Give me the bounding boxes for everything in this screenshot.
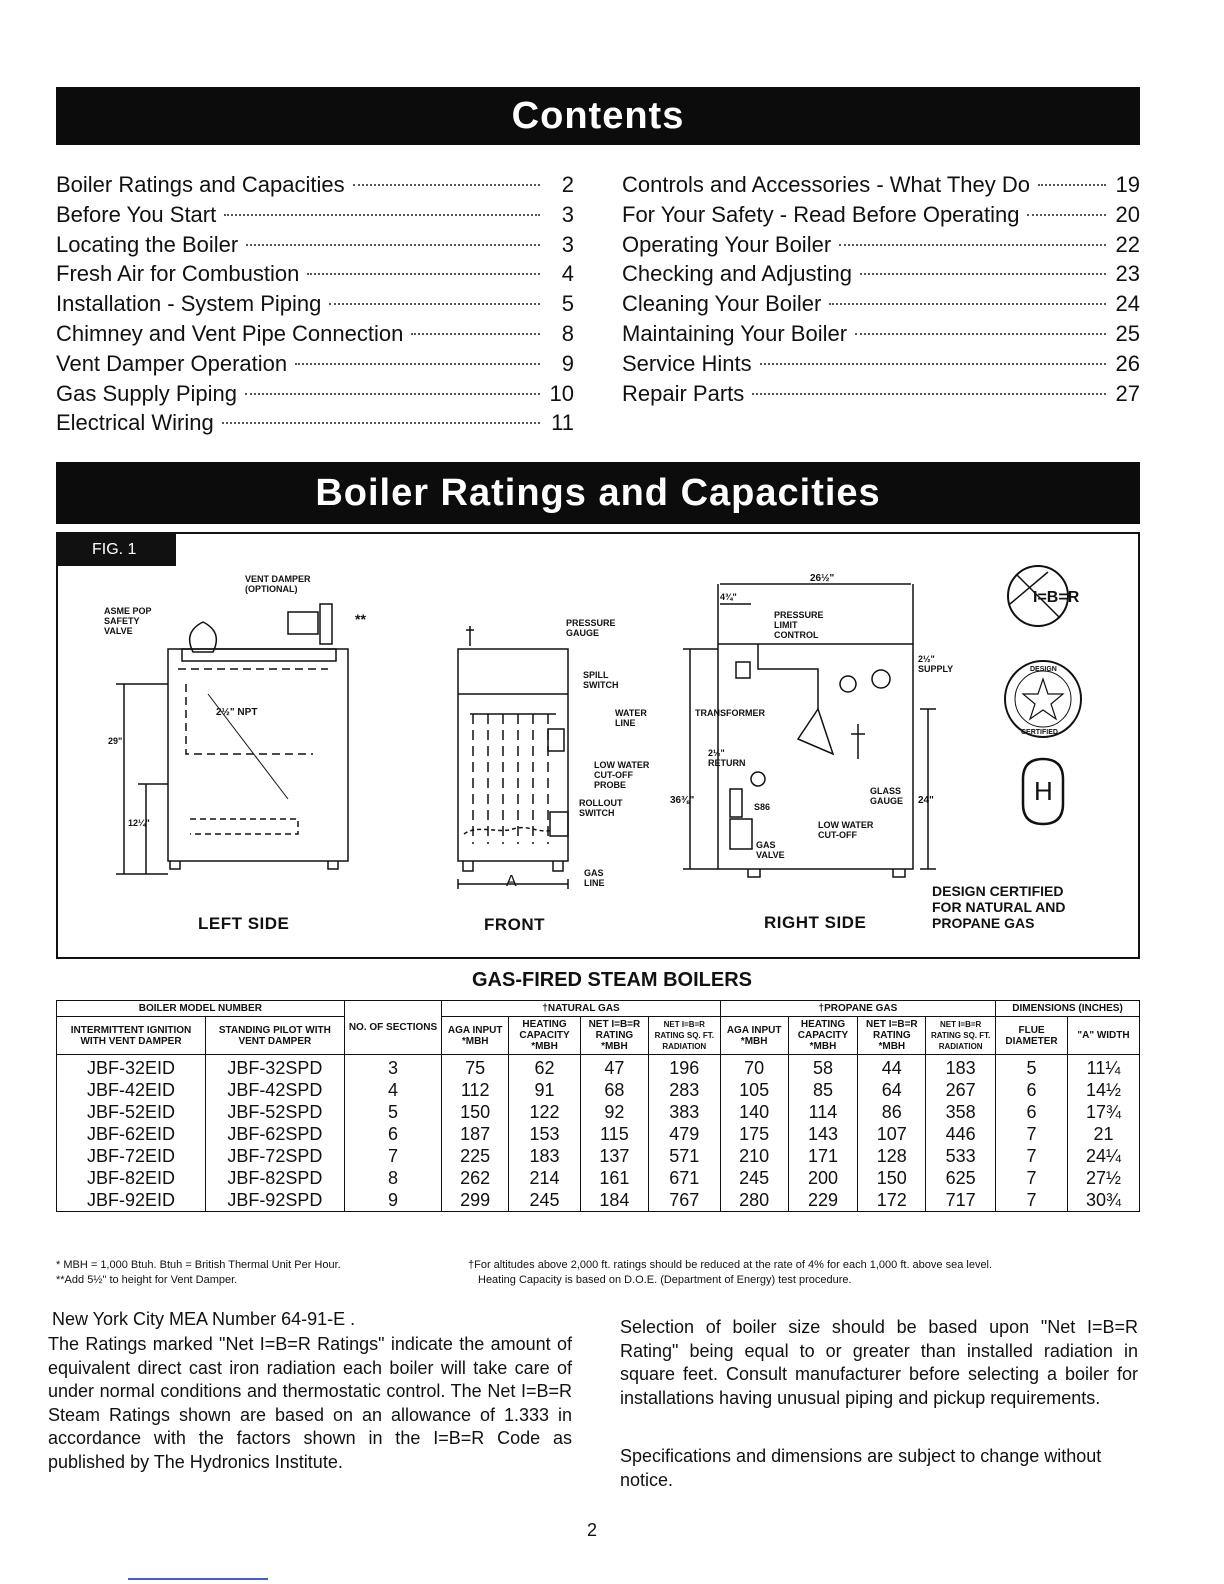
toc-entry[interactable] [56,170,574,200]
table-title: GAS-FIRED STEAM BOILERS [471,969,752,991]
natural-net-header: NET I=B=R RATING *MBH [581,1017,649,1055]
transformer-label: TRANSFORMER [695,708,765,718]
table-cell: 6 [996,1101,1068,1123]
toc-entry-title: Cleaning Your Boiler [622,291,822,317]
left-side-cabinet [168,649,348,861]
table-cell: 112 [442,1079,509,1101]
contents-heading: Contents [56,87,1140,145]
toc-entry-title: Locating the Boiler [56,231,239,257]
table-row [57,1101,1140,1123]
table-cell: 8 [344,1167,442,1189]
table-cell: 114 [788,1101,858,1123]
low-water-probe-label: LOW WATER CUT-OFF PROBE [594,760,650,790]
toc-entry-title: Installation - System Piping [56,291,322,317]
toc-entry-title: Controls and Accessories - What They Do [622,172,1030,197]
toc-entry-title: Vent Damper Operation [56,350,288,376]
toc-entry[interactable] [622,259,1140,289]
table-cell: JBF-72SPD [205,1145,344,1167]
table-cell: 64 [858,1079,926,1101]
toc-leader-dots [760,363,1106,365]
toc-entry-page: 2 [561,172,574,197]
ibr-logo-text: I=B=R [1033,589,1080,606]
table-cell: 68 [581,1079,649,1101]
table-cell: 383 [648,1101,720,1123]
toc-entry[interactable] [622,349,1140,379]
table-cell: 717 [926,1189,996,1212]
toc-entry[interactable] [622,289,1140,319]
table-cell: 86 [858,1101,926,1123]
dim-29: 29" [108,736,123,746]
toc-entry-title: Fresh Air for Combustion [56,261,300,287]
table-cell: 210 [720,1145,788,1167]
toc-entry-page: 3 [561,231,574,257]
table-cell: 153 [509,1123,581,1145]
table-cell: 7 [996,1167,1068,1189]
table-cell: 283 [648,1079,720,1101]
toc-entry-page: 24 [1115,291,1140,317]
natural-gas-header: †NATURAL GAS [442,1001,720,1017]
table-cell: 175 [720,1123,788,1145]
toc-entry-page: 26 [1115,350,1140,376]
toc-entry[interactable] [622,379,1140,409]
width-header: "A" WIDTH [1068,1017,1140,1055]
table-cell: 24¼ [1068,1145,1140,1167]
toc-entry-page: 8 [561,320,574,346]
toc-entry[interactable] [56,200,574,230]
toc-entry-title: Checking and Adjusting [622,261,852,287]
propane-net-header: NET I=B=R RATING *MBH [858,1017,926,1055]
table-body [57,1055,1140,1212]
toc-entry-title: Operating Your Boiler [622,231,832,257]
ratings-paragraph: The Ratings marked "Net I=B=R Ratings" indicate the amount of equivalent direct cast iron radiation each boiler will take care of under normal conditions and thermostatic control. The Net I=B=R Steam Ratings shown are based on an allowance of 1.333 in accordance with the factors shown in the I=B=R Code as published by The Hydronics Institute. [48,1334,572,1472]
table-cell: JBF-72EID [57,1145,206,1167]
table-cell: 671 [648,1167,720,1189]
gas-line-label: GAS LINE [584,868,605,888]
vent-damper-label: VENT DAMPER (OPTIONAL) [245,574,311,594]
toc-entry[interactable] [56,259,574,289]
h-logo-text: H [1034,776,1053,806]
table-cell: 92 [581,1101,649,1123]
table-cell: JBF-42SPD [205,1079,344,1101]
table-row [57,1189,1140,1212]
toc-entry-title: Boiler Ratings and Capacities [56,172,345,197]
toc-leader-dots [411,333,540,335]
toc-entry[interactable] [56,379,574,409]
dim-2612: 26½" [810,573,835,584]
toc-entry[interactable] [56,230,574,260]
toc-leader-dots [222,422,540,424]
table-cell: 62 [509,1055,581,1080]
propane-gas-header: †PROPANE GAS [720,1001,995,1017]
table-cell: 70 [720,1055,788,1080]
toc-entry[interactable] [56,408,574,438]
footnote-damper: **Add 5½" to height for Vent Damper. [56,1274,238,1286]
table-row [57,1167,1140,1189]
spill-switch-label: SPILL SWITCH [583,670,619,690]
table-cell: 184 [581,1189,649,1212]
toc-entry-page: 9 [561,350,574,376]
toc-entry-title: Before You Start [56,201,217,227]
table-cell: 625 [926,1167,996,1189]
specifications-paragraph: Specifications and dimensions are subject to change without notice. [620,1446,1102,1490]
table-row [57,1123,1140,1145]
table-cell: JBF-42EID [57,1079,206,1101]
table-cell: 122 [509,1101,581,1123]
table-cell: 75 [442,1055,509,1080]
toc-entry-title: Repair Parts [622,380,745,406]
page-number: 2 [587,1520,598,1540]
figure-1 [56,532,1140,959]
front-label: FRONT [484,915,546,934]
table-cell: 172 [858,1189,926,1212]
table-cell: 91 [509,1079,581,1101]
table-cell: JBF-62EID [57,1123,206,1145]
table-row [57,1145,1140,1167]
table-cell: 143 [788,1123,858,1145]
table-cell: 14½ [1068,1079,1140,1101]
toc-leader-dots [829,303,1106,305]
glass-gauge-label: GLASS GAUGE [870,786,904,806]
toc-leader-dots [860,273,1106,275]
intermittent-header: INTERMITTENT IGNITION WITH VENT DAMPER [57,1017,206,1055]
bottom-rule [128,1578,268,1580]
table-cell: 171 [788,1145,858,1167]
aga-design-text: DESIGN [1030,666,1057,673]
table-cell: 47 [581,1055,649,1080]
table-cell: 4 [344,1079,442,1101]
water-line-label: WATER LINE [615,708,647,728]
table-cell: 7 [996,1145,1068,1167]
model-number-header: BOILER MODEL NUMBER [57,1001,345,1017]
toc-entry-title: Service Hints [622,350,752,376]
toc-leader-dots [295,363,540,365]
propane-heating-header: HEATING CAPACITY *MBH [788,1017,858,1055]
toc-entry-page: 25 [1115,320,1140,346]
figure-tag: FIG. 1 [58,534,176,566]
table-cell: JBF-92EID [57,1189,206,1212]
table-cell: 214 [509,1167,581,1189]
table-cell: JBF-32SPD [205,1055,344,1080]
mea-number: New York City MEA Number 64-91-E . [52,1309,356,1329]
table-cell: 5 [996,1055,1068,1080]
table-cell: 161 [581,1167,649,1189]
table-cell: 58 [788,1055,858,1080]
table-cell: 7 [344,1145,442,1167]
table-cell: 358 [926,1101,996,1123]
boiler-ratings-table [56,1000,1140,1212]
table-cell: 85 [788,1079,858,1101]
table-cell: 150 [442,1101,509,1123]
natural-radiation-header: NET I=B=R RATING SQ. FT. RADIATION [648,1017,720,1055]
table-cell: 3 [344,1055,442,1080]
sections-header: NO. OF SECTIONS [344,1001,442,1055]
asme-valve-label: ASME POP SAFETY VALVE [104,606,152,636]
table-row [57,1055,1140,1080]
table-cell: 27½ [1068,1167,1140,1189]
natural-aga-header: AGA INPUT *MBH [442,1017,509,1055]
dim-a: A [506,873,517,890]
table-cell: 17¾ [1068,1101,1140,1123]
toc-leader-dots [353,184,540,186]
dimensions-header: DIMENSIONS (INCHES) [996,1001,1140,1017]
table-cell: 196 [648,1055,720,1080]
table-cell: 6 [996,1079,1068,1101]
table-cell: 200 [788,1167,858,1189]
table-cell: 140 [720,1101,788,1123]
gas-valve-label: GAS VALVE [756,840,785,860]
aga-certified-text: CERTIFIED [1021,729,1058,736]
vent-damper [288,612,318,634]
toc-entry[interactable] [622,170,1140,200]
table-cell: JBF-82EID [57,1167,206,1189]
table-cell: 105 [720,1079,788,1101]
toc-leader-dots [307,273,540,275]
selection-paragraph: Selection of boiler size should be based upon "Net I=B=R Rating" being equal to or greater than installed radiation in square feet. Consult manufacturer before selecting a boiler for installations having unusual piping and pickup requirements. [620,1317,1138,1408]
table-cell: 225 [442,1145,509,1167]
table-cell: 150 [858,1167,926,1189]
toc-leader-dots [1038,184,1106,186]
right-side-label: RIGHT SIDE [764,913,867,932]
table-cell: 11¼ [1068,1055,1140,1080]
toc-leader-dots [752,393,1106,395]
table-cell: 128 [858,1145,926,1167]
toc-entry-page: 5 [561,291,574,317]
pressure-limit-label: PRESSURE LIMIT CONTROL [774,610,824,640]
table-cell: 115 [581,1123,649,1145]
toc-entry-page: 4 [561,261,574,287]
toc-leader-dots [224,214,540,216]
footnote-doe: Heating Capacity is based on D.O.E. (Department of Energy) test procedure. [478,1274,852,1286]
table-cell: 533 [926,1145,996,1167]
toc-leader-dots [246,244,540,246]
dim-1214: 12¼" [128,818,150,828]
standing-header: STANDING PILOT WITH VENT DAMPER [205,1017,344,1055]
table-cell: 229 [788,1189,858,1212]
toc-entry[interactable] [56,319,574,349]
table-cell: 5 [344,1101,442,1123]
table-cell: JBF-32EID [57,1055,206,1080]
table-cell: JBF-82SPD [205,1167,344,1189]
toc-entry-title: Maintaining Your Boiler [622,320,848,346]
table-cell: 183 [509,1145,581,1167]
pressure-gauge-label: PRESSURE GAUGE [566,618,616,638]
table-cell: 187 [442,1123,509,1145]
table-cell: 7 [996,1189,1068,1212]
footnote-altitude: †For altitudes above 2,000 ft. ratings should be reduced at the rate of 4% for each 1,000 ft. above sea level. [468,1259,993,1271]
rollout-switch-label: ROLLOUT SWITCH [579,798,623,818]
toc-leader-dots [1027,214,1106,216]
s86-label: S86 [754,802,771,812]
toc-entry-page: 3 [561,201,574,227]
toc-entry-page: 11 [551,410,574,436]
flue-header: FLUE DIAMETER [996,1017,1068,1055]
table-cell: 280 [720,1189,788,1212]
toc-entry[interactable] [622,200,1140,230]
toc-entry-page: 23 [1115,261,1140,287]
toc-entry[interactable] [622,319,1140,349]
toc-leader-dots [839,244,1106,246]
table-cell: 267 [926,1079,996,1101]
toc-entry-title: Electrical Wiring [56,410,214,436]
table-cell: 767 [648,1189,720,1212]
table-cell: 262 [442,1167,509,1189]
toc-right-column [622,170,1140,408]
table-cell: 571 [648,1145,720,1167]
table-cell: 21 [1068,1123,1140,1145]
table-cell: JBF-62SPD [205,1123,344,1145]
toc-entry[interactable] [56,289,574,319]
ratings-heading: Boiler Ratings and Capacities [56,462,1140,524]
natural-heating-header: HEATING CAPACITY *MBH [509,1017,581,1055]
toc-entry-page: 10 [549,380,574,406]
toc-leader-dots [245,393,540,395]
table-cell: 183 [926,1055,996,1080]
toc-left-column [56,170,574,438]
dim-3638: 36⅜" [670,795,695,806]
toc-leader-dots [329,303,540,305]
table-row [57,1079,1140,1101]
table-cell: 245 [509,1189,581,1212]
design-certified-note: DESIGN CERTIFIED FOR NATURAL AND PROPANE GAS [932,883,1066,931]
propane-radiation-header: NET I=B=R RATING SQ. FT. RADIATION [926,1017,996,1055]
footnote-mbh: * MBH = 1,000 Btuh. Btuh = British Thermal Unit Per Hour. [56,1259,341,1271]
toc-entry-page: 27 [1115,380,1140,406]
table-cell: 245 [720,1167,788,1189]
table-cell: 479 [648,1123,720,1145]
table-cell: JBF-92SPD [205,1189,344,1212]
toc-entry[interactable] [622,230,1140,260]
table-cell: 299 [442,1189,509,1212]
dim-434: 4¾" [720,592,737,602]
damper-stars: ** [355,611,366,627]
table-cell: 446 [926,1123,996,1145]
toc-entry-title: Gas Supply Piping [56,380,237,406]
propane-aga-header: AGA INPUT *MBH [720,1017,788,1055]
table-cell: 30¾ [1068,1189,1140,1212]
table-cell: JBF-52SPD [205,1101,344,1123]
table-cell: JBF-52EID [57,1101,206,1123]
toc-leader-dots [855,333,1106,335]
npt-label: 2½" NPT [216,707,258,718]
low-water-cutoff-label: LOW WATER CUT-OFF [818,820,874,840]
toc-entry-title: For Your Safety - Read Before Operating [622,201,1020,227]
return-label: 2½" RETURN [708,748,746,768]
toc-entry-page: 22 [1115,231,1140,257]
table-cell: 44 [858,1055,926,1080]
left-side-label: LEFT SIDE [198,914,290,933]
toc-entry-title: Chimney and Vent Pipe Connection [56,320,404,346]
toc-entry[interactable] [56,349,574,379]
toc-entry-page: 20 [1115,201,1140,227]
table-cell: 137 [581,1145,649,1167]
table-cell: 7 [996,1123,1068,1145]
table-cell: 6 [344,1123,442,1145]
dim-24: 24" [918,795,934,806]
table-cell: 9 [344,1189,442,1212]
table-cell: 107 [858,1123,926,1145]
toc-entry-page: 19 [1115,172,1140,197]
supply-label: 2½" SUPPLY [918,654,954,674]
